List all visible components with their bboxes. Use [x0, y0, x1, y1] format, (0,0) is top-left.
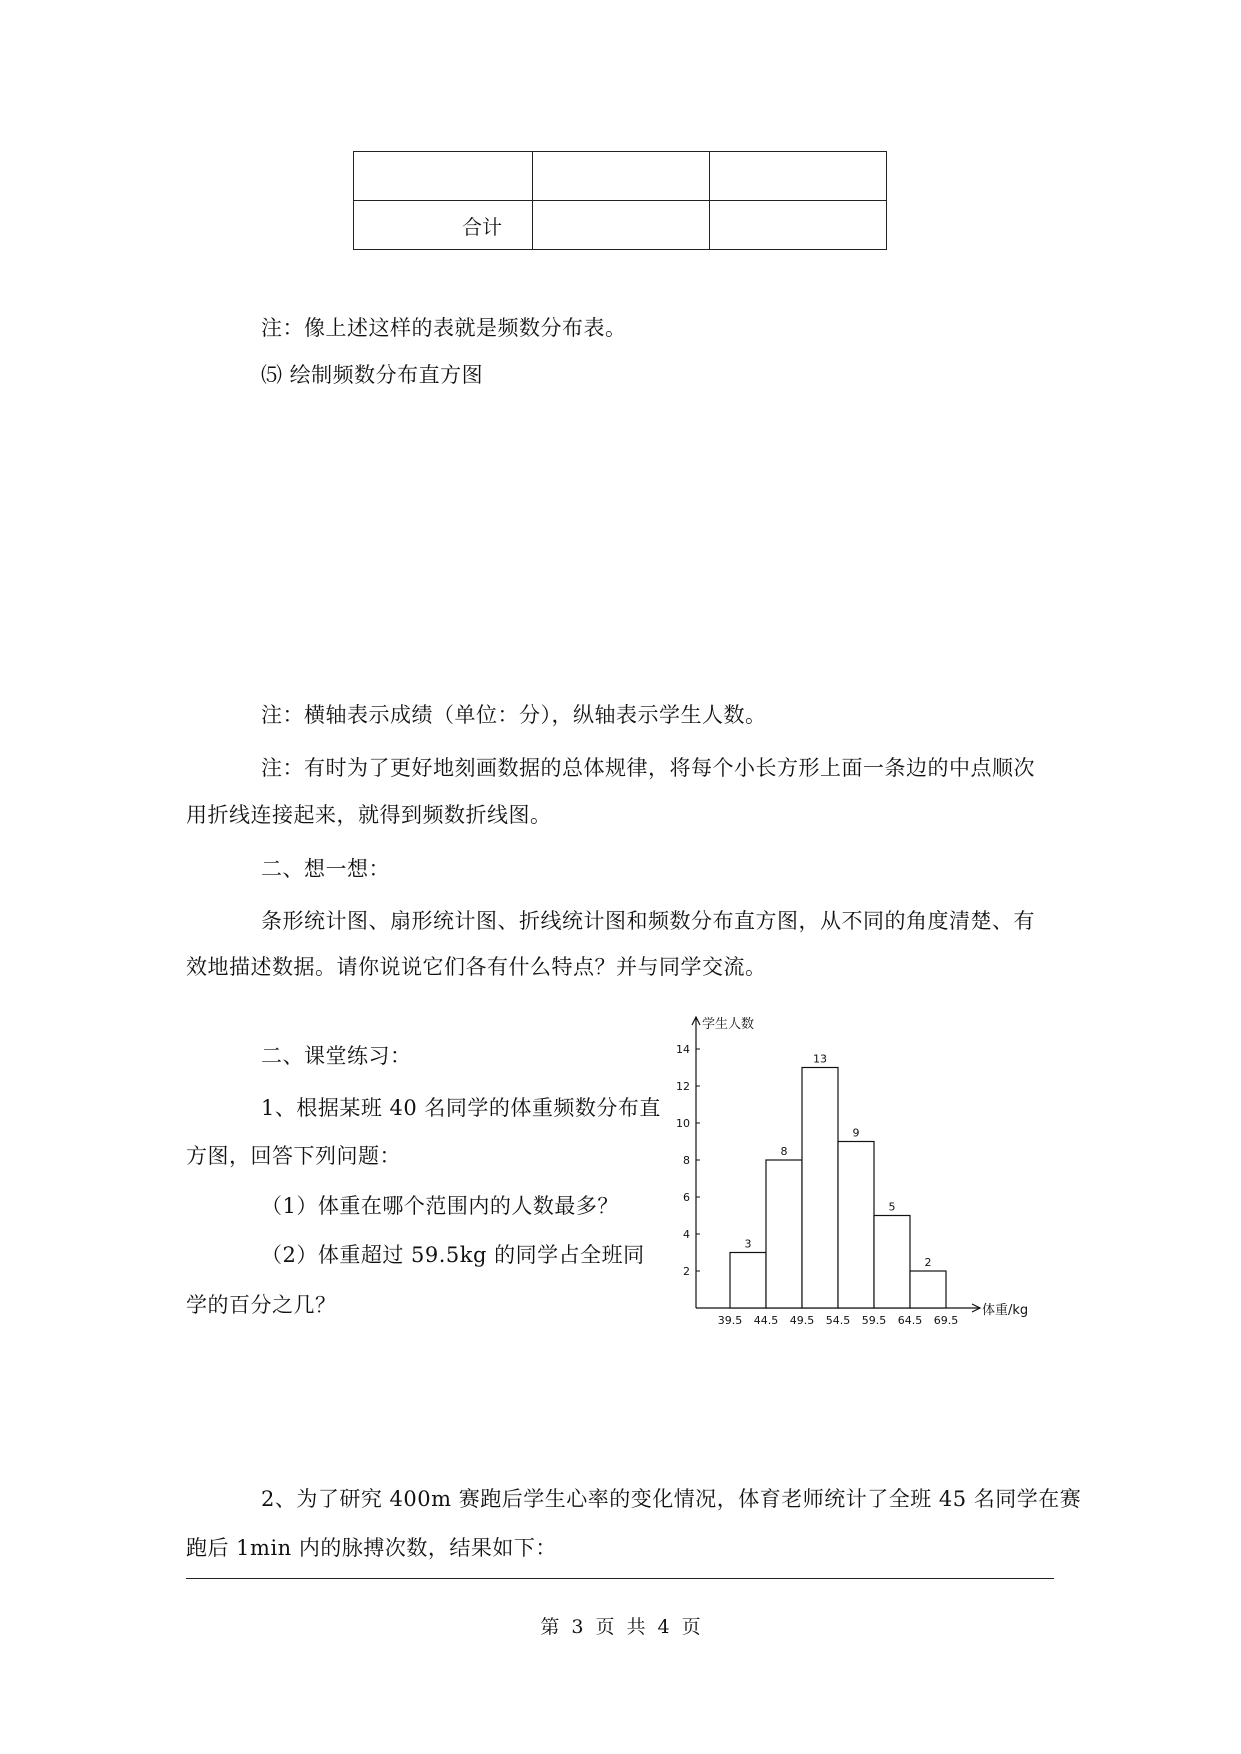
question1-line1: 1、根据某班 40 名同学的体重频数分布直: [261, 1096, 661, 1120]
frequency-table: [353, 151, 887, 250]
y-tick-label: 2: [683, 1265, 690, 1278]
footer-di: 第: [540, 1616, 560, 1638]
note-polyline-line2: 用折线连接起来，就得到频数折线图。: [186, 803, 552, 827]
table-cell: [710, 152, 887, 201]
chart-x-axis-label: 体重/kg: [982, 1303, 1029, 1318]
table-cell: [533, 152, 710, 201]
footer-gong: 共: [626, 1616, 646, 1638]
table-row: [354, 152, 887, 201]
think-paragraph-line1: 条形统计图、扇形统计图、折线统计图和频数分布直方图，从不同的角度清楚、有: [261, 909, 1035, 933]
question1-line2: 方图，回答下列问题：: [186, 1144, 401, 1168]
footer-page-number: 3: [571, 1616, 584, 1638]
think-paragraph-line2: 效地描述数据。请你说说它们各有什么特点？并与同学交流。: [186, 955, 767, 979]
note-polyline-line1: 注：有时为了更好地刻画数据的总体规律，将每个小长方形上面一条边的中点顺次: [261, 756, 1035, 780]
chart-y-axis-label: 学生人数: [702, 1017, 755, 1032]
y-tick-label: 6: [683, 1191, 690, 1204]
chart-marks: [730, 1053, 946, 1309]
y-tick-label: 10: [676, 1117, 690, 1130]
footer-divider: [186, 1578, 1054, 1579]
bar-data-label: 9: [852, 1126, 860, 1140]
table-cell-total-label: 合计: [354, 201, 533, 250]
histogram-bar: [766, 1160, 802, 1308]
note-axes: 注：横轴表示成绩（单位：分），纵轴表示学生人数。: [261, 703, 767, 727]
question1-sub1: （1）体重在哪个范围内的人数最多？: [261, 1194, 619, 1218]
bar-data-label: 3: [744, 1237, 752, 1251]
bar-data-label: 13: [813, 1052, 827, 1066]
table-row: [354, 201, 887, 250]
table-cell: [533, 201, 710, 250]
section-heading-practice: 二、课堂练习：: [261, 1044, 412, 1068]
question2-line2: 跑后 1min 内的脉搏次数，结果如下：: [186, 1536, 557, 1560]
table-cell: [354, 152, 533, 201]
footer-ye: 页: [595, 1616, 615, 1638]
x-tick-label: 64.5: [897, 1314, 923, 1327]
y-tick-label: 4: [683, 1228, 690, 1241]
table-cell: [710, 201, 887, 250]
question2-line1: 2、为了研究 400m 赛跑后学生心率的变化情况，体育老师统计了全班 45 名同学在赛: [261, 1487, 1082, 1511]
histogram-bar: [838, 1142, 874, 1309]
step-draw-histogram: ⑸ 绘制频数分布直方图: [261, 363, 484, 387]
y-tick-label: 12: [676, 1080, 690, 1093]
page-footer: [0, 1612, 1241, 1639]
x-tick-label: 49.5: [789, 1314, 815, 1327]
footer-ye: 页: [681, 1616, 701, 1638]
x-tick-label: 59.5: [861, 1314, 887, 1327]
y-tick-label: 14: [676, 1043, 690, 1056]
x-tick-label: 44.5: [753, 1314, 779, 1327]
x-tick-label: 39.5: [717, 1314, 743, 1327]
weight-histogram: [660, 1005, 1040, 1335]
question1-sub2-line1: （2）体重超过 59.5kg 的同学占全班同: [261, 1243, 645, 1267]
bar-data-label: 8: [780, 1145, 788, 1158]
histogram-bar: [874, 1216, 910, 1309]
x-tick-label: 54.5: [825, 1314, 851, 1327]
histogram-bar: [730, 1253, 766, 1309]
question1-sub2-line2: 学的百分之几？: [186, 1293, 337, 1317]
histogram-bar: [910, 1271, 946, 1308]
x-tick-label: 69.5: [933, 1314, 959, 1327]
bar-data-label: 2: [924, 1256, 932, 1269]
section-heading-think: 二、想一想：: [261, 857, 390, 881]
bar-data-label: 5: [888, 1200, 896, 1214]
histogram-bar: [802, 1068, 838, 1309]
note-frequency-table: 注：像上述这样的表就是频数分布表。: [261, 316, 627, 340]
y-tick-label: 8: [683, 1154, 690, 1167]
footer-total-pages: 4: [657, 1616, 670, 1638]
